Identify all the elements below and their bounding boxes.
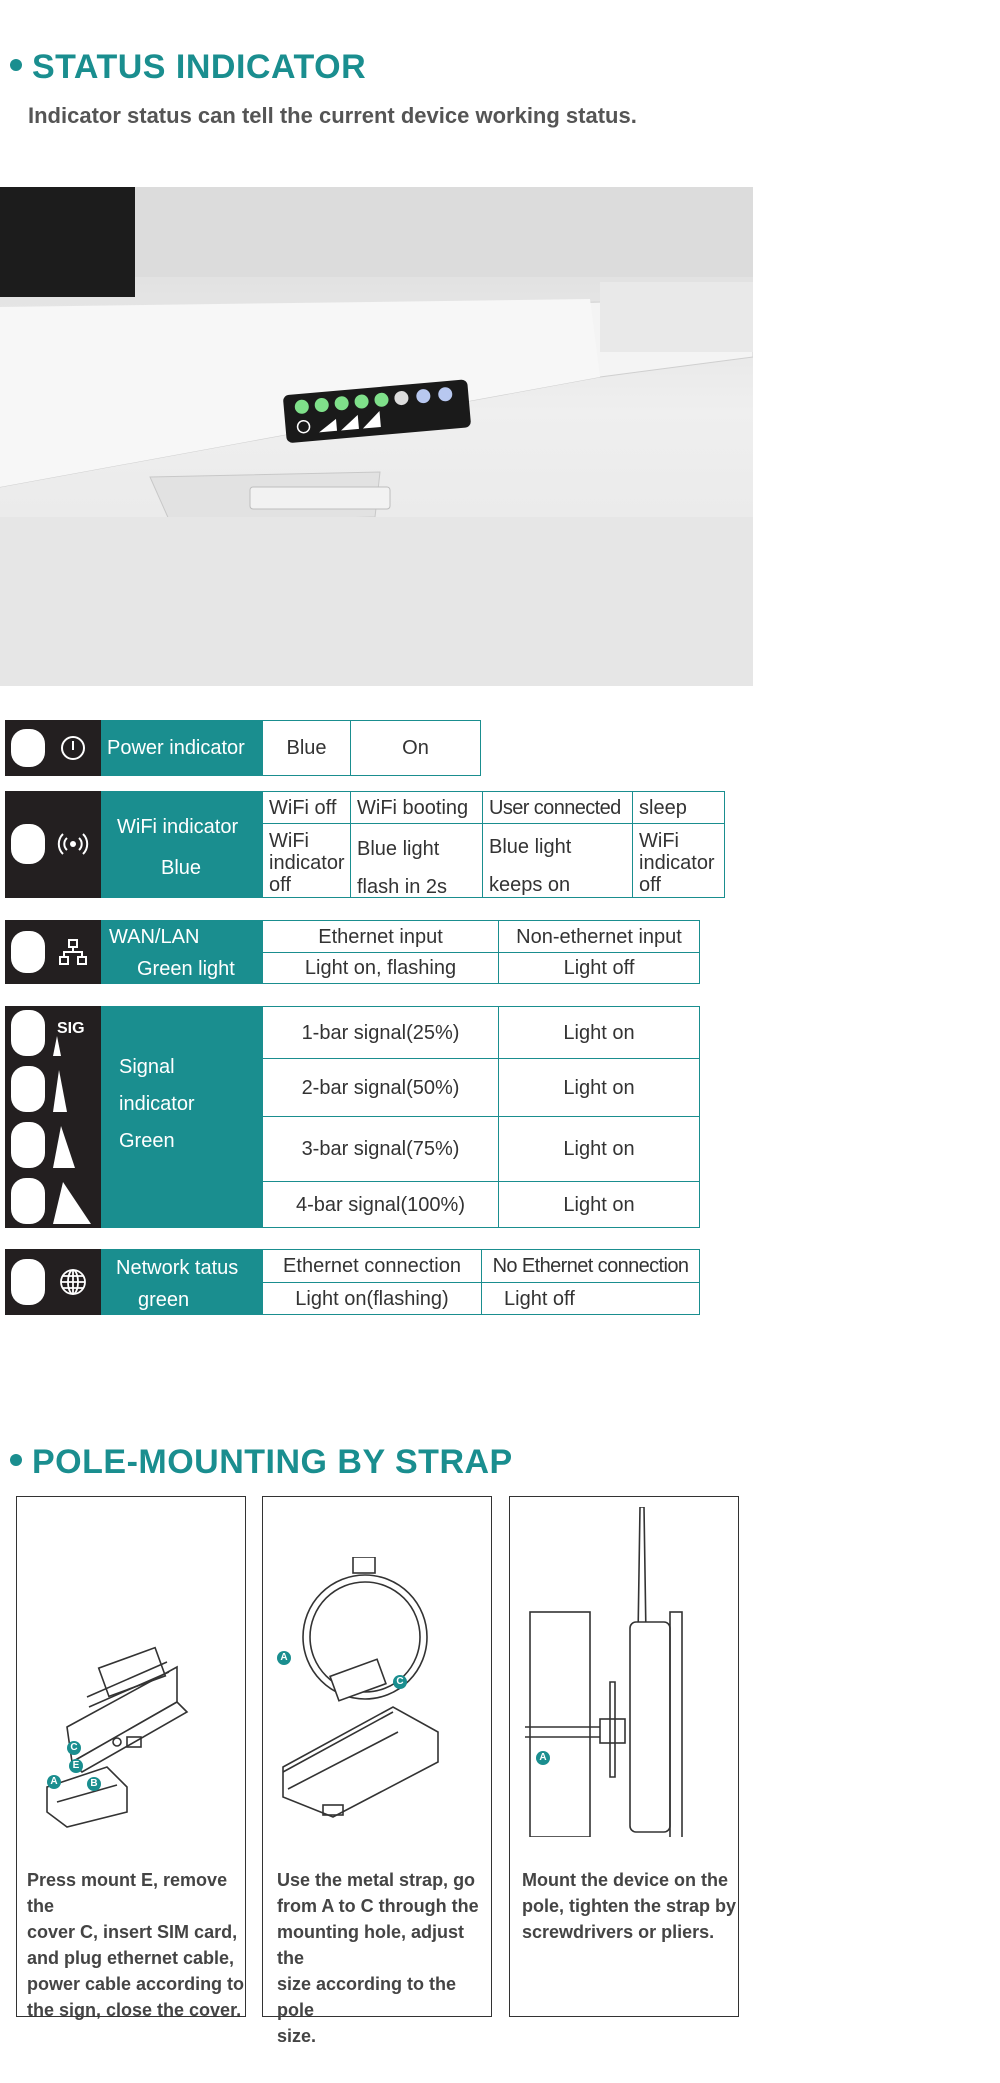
callout-a: A <box>277 1651 291 1665</box>
led-pill <box>11 1066 45 1112</box>
callout-b: B <box>87 1777 101 1791</box>
callout-a: A <box>47 1775 61 1789</box>
wan-header-non-ethernet: Non-ethernet input <box>498 920 700 953</box>
callout-e: E <box>69 1759 83 1773</box>
strap-illustration <box>273 1557 483 1827</box>
mount-step-2-panel <box>262 1496 492 2046</box>
wan-value-ethernet: Light on, flashing <box>262 952 499 984</box>
status-section-subtitle: Indicator status can tell the current device working status. <box>28 103 637 128</box>
wan-color: Green light <box>137 958 235 980</box>
signal-label-line-3: Green <box>119 1130 175 1152</box>
signal-label-line-1: Signal <box>119 1056 175 1078</box>
network-value-ethernet: Light on(flashing) <box>262 1282 482 1315</box>
wifi-state-off: WiFi off <box>262 791 351 824</box>
wifi-indicator-label-cell <box>101 791 262 898</box>
signal-icon-block <box>5 1006 101 1228</box>
device-photo <box>0 187 753 686</box>
globe-icon <box>53 1262 93 1302</box>
mount-step-3-text: Mount the device on the pole, tighten the strap by screwdrivers or pliers. <box>522 1870 737 1942</box>
signal-level-4: 4-bar signal(100%) <box>262 1181 499 1228</box>
power-icon <box>53 728 93 768</box>
wifi-behavior-connected: Blue light keeps on <box>482 823 633 898</box>
wan-header-ethernet: Ethernet input <box>262 920 499 953</box>
mount-step-1-text: Press mount E, remove the cover C, insert SIM card, and plug ethernet cable, power cable according to the sign, close the cover. <box>27 1870 245 2020</box>
led-pill <box>11 1259 45 1305</box>
wan-value-non-ethernet: Light off <box>498 952 700 984</box>
wifi-icon-block <box>5 791 101 898</box>
pole-section-title: POLE-MOUNTING BY STRAP <box>10 1443 513 1482</box>
led-pill <box>11 1178 45 1224</box>
led-pill <box>11 824 45 864</box>
wifi-state-connected: User connected <box>482 791 633 824</box>
wifi-indicator-label: WiFi indicator <box>117 816 239 838</box>
wan-label: WAN/LAN <box>109 926 200 948</box>
network-label-cell <box>101 1249 262 1315</box>
signal-label-line-2: indicator <box>119 1093 195 1115</box>
power-color: Blue <box>262 720 351 776</box>
signal-tag: SIG <box>57 1020 85 1037</box>
wifi-behavior-off: WiFi indicator off <box>262 823 351 898</box>
bullet-icon <box>10 1454 22 1466</box>
network-label: Network tatus <box>116 1257 239 1279</box>
network-header-ethernet: Ethernet connection <box>262 1249 482 1283</box>
signal-label-cell <box>101 1006 262 1228</box>
mount-step-3-panel <box>509 1496 739 2017</box>
mount-step-2-text: Use the metal strap, go from A to C through the mounting hole, adjust the size according to the pole size. <box>277 1870 479 2046</box>
led-pill <box>11 1010 45 1056</box>
bullet-icon <box>10 59 22 71</box>
wifi-indicator-color: Blue <box>161 857 202 879</box>
wifi-state-booting: WiFi booting <box>350 791 483 824</box>
wan-label-cell <box>101 920 262 984</box>
device-open-illustration <box>27 1617 237 1837</box>
wifi-icon <box>53 824 93 864</box>
signal-level-1: 1-bar signal(25%) <box>262 1006 499 1059</box>
network-lan-icon <box>53 932 93 972</box>
callout-a: A <box>536 1751 550 1765</box>
network-value-no-ethernet: Light off <box>481 1282 700 1315</box>
signal-state-1: Light on <box>498 1006 700 1059</box>
signal-state-2: Light on <box>498 1058 700 1117</box>
status-section-title: STATUS INDICATOR <box>10 48 366 87</box>
network-header-no-ethernet: No Ethernet connection <box>481 1249 700 1283</box>
wifi-behavior-sleep: WiFi indicator off <box>632 823 725 898</box>
power-icon-block <box>5 720 101 776</box>
led-pill <box>11 1122 45 1168</box>
callout-c: C <box>67 1741 81 1755</box>
signal-state-4: Light on <box>498 1181 700 1228</box>
signal-level-2: 2-bar signal(50%) <box>262 1058 499 1117</box>
wan-icon-block <box>5 920 101 984</box>
callout-c: C <box>393 1675 407 1689</box>
signal-state-3: Light on <box>498 1116 700 1182</box>
power-indicator-label: Power indicator <box>101 720 262 776</box>
network-icon-block <box>5 1249 101 1315</box>
power-state: On <box>350 720 481 776</box>
wifi-behavior-booting: Blue light flash in 2s <box>350 823 483 898</box>
network-color: green <box>138 1289 190 1311</box>
signal-level-3: 3-bar signal(75%) <box>262 1116 499 1182</box>
led-pill <box>11 931 45 973</box>
signal-bars-icon <box>49 1006 101 1228</box>
wifi-state-sleep: sleep <box>632 791 725 824</box>
led-pill <box>11 729 45 767</box>
mount-step-1-panel <box>16 1496 246 2020</box>
pole-mounted-illustration <box>520 1507 730 1837</box>
